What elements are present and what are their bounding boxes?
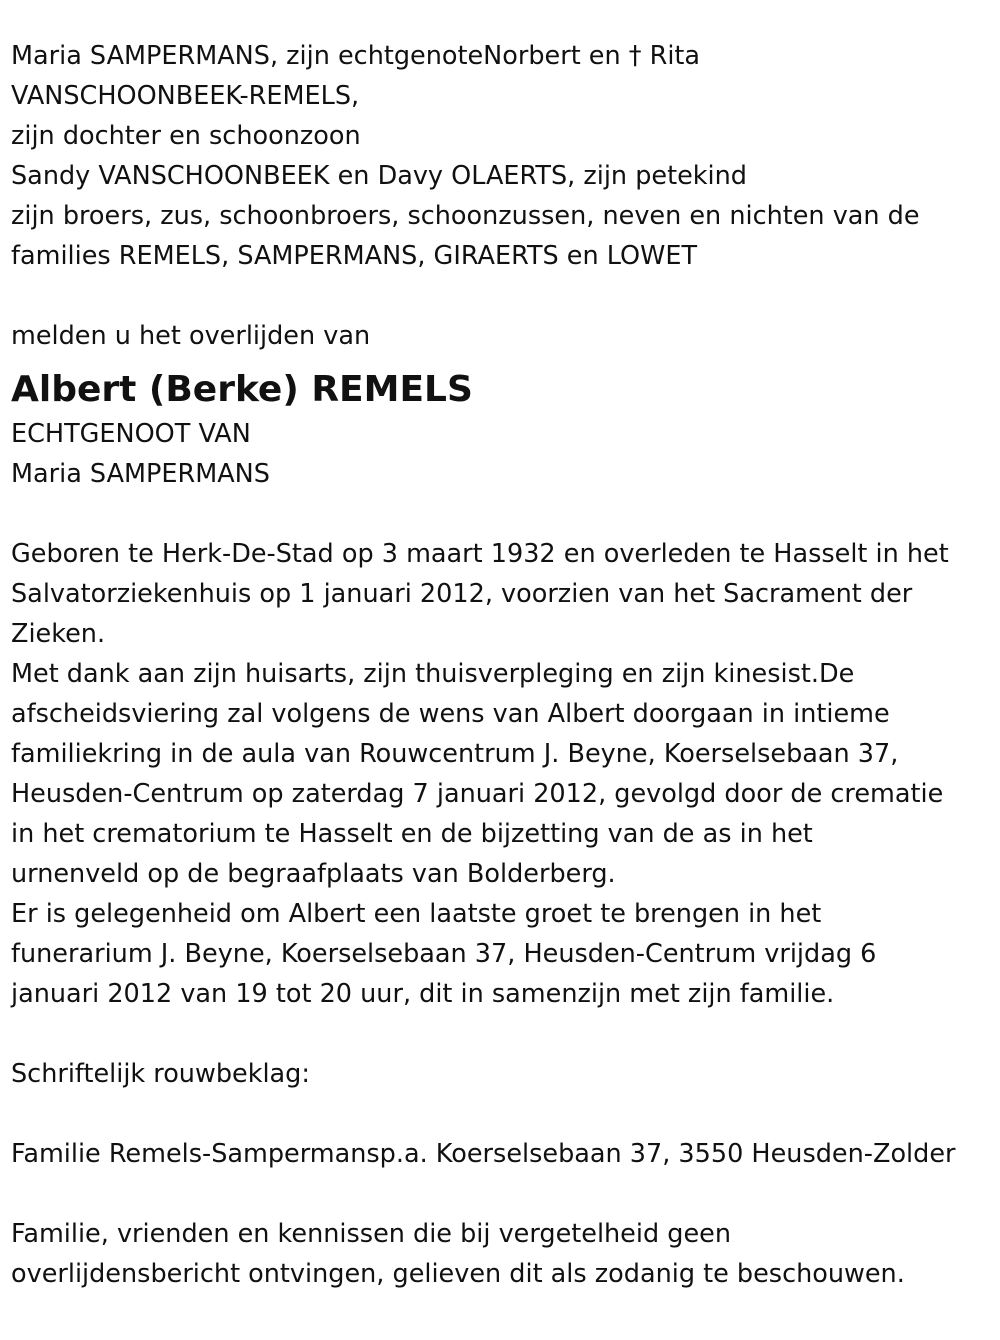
details-line: afscheidsviering zal volgens de wens van Albert doorgaan in intieme bbox=[11, 699, 890, 729]
family-intro-line: VANSCHOONBEEK-REMELS, bbox=[11, 81, 360, 111]
details-line: funerarium J. Beyne, Koerselsebaan 37, Heusden-Centrum vrijdag 6 bbox=[11, 939, 877, 969]
details-paragraph bbox=[11, 534, 988, 1014]
spacer bbox=[11, 276, 988, 316]
details-line: in het crematorium te Hasselt en de bijzetting van de as in het bbox=[11, 819, 813, 849]
deceased-spouse: Maria SAMPERMANS bbox=[11, 459, 270, 489]
announcement-text: melden u het overlijden van bbox=[11, 321, 371, 351]
spacer bbox=[11, 1094, 988, 1134]
details-line: familiekring in de aula van Rouwcentrum J. Beyne, Koerselsebaan 37, bbox=[11, 739, 899, 769]
details-line: urnenveld op de begraafplaats van Bolderberg. bbox=[11, 859, 616, 889]
details-line: Salvatorziekenhuis op 1 januari 2012, voorzien van het Sacrament der bbox=[11, 579, 913, 609]
family-intro-line: Sandy VANSCHOONBEEK en Davy OLAERTS, zijn petekind bbox=[11, 161, 747, 191]
family-intro-line: zijn dochter en schoonzoon bbox=[11, 121, 361, 151]
deceased-relation: ECHTGENOOT VAN bbox=[11, 419, 251, 449]
deceased-name: Albert (Berke) REMELS bbox=[11, 369, 473, 410]
condolence-address: Familie Remels-Sampermansp.a. Koerselsebaan 37, 3550 Heusden-Zolder bbox=[11, 1139, 956, 1169]
details-line: Geboren te Herk-De-Stad op 3 maart 1932 en overleden te Hasselt in het bbox=[11, 539, 949, 569]
closing-line: overlijdensbericht ontvingen, gelieven dit als zodanig te beschouwen. bbox=[11, 1259, 905, 1289]
details-line: Heusden-Centrum op zaterdag 7 januari 2012, gevolgd door de crematie bbox=[11, 779, 944, 809]
spacer bbox=[11, 1174, 988, 1214]
details-line: Met dank aan zijn huisarts, zijn thuisverpleging en zijn kinesist.De bbox=[11, 659, 855, 689]
spacer bbox=[11, 494, 988, 534]
spacer bbox=[11, 1014, 988, 1054]
family-intro-line: Maria SAMPERMANS, zijn echtgenoteNorbert en † Rita bbox=[11, 41, 701, 71]
family-intro bbox=[11, 36, 988, 276]
details-line: Zieken. bbox=[11, 619, 106, 649]
details-line: Er is gelegenheid om Albert een laatste groet te brengen in het bbox=[11, 899, 822, 929]
family-intro-line: zijn broers, zus, schoonbroers, schoonzussen, neven en nichten van de bbox=[11, 201, 920, 231]
closing-line: Familie, vrienden en kennissen die bij vergetelheid geen bbox=[11, 1219, 731, 1249]
closing-paragraph bbox=[11, 1214, 988, 1294]
family-intro-line: families REMELS, SAMPERMANS, GIRAERTS en LOWET bbox=[11, 241, 698, 271]
details-line: januari 2012 van 19 tot 20 uur, dit in samenzijn met zijn familie. bbox=[11, 979, 835, 1009]
condolence-heading: Schriftelijk rouwbeklag: bbox=[11, 1059, 310, 1089]
